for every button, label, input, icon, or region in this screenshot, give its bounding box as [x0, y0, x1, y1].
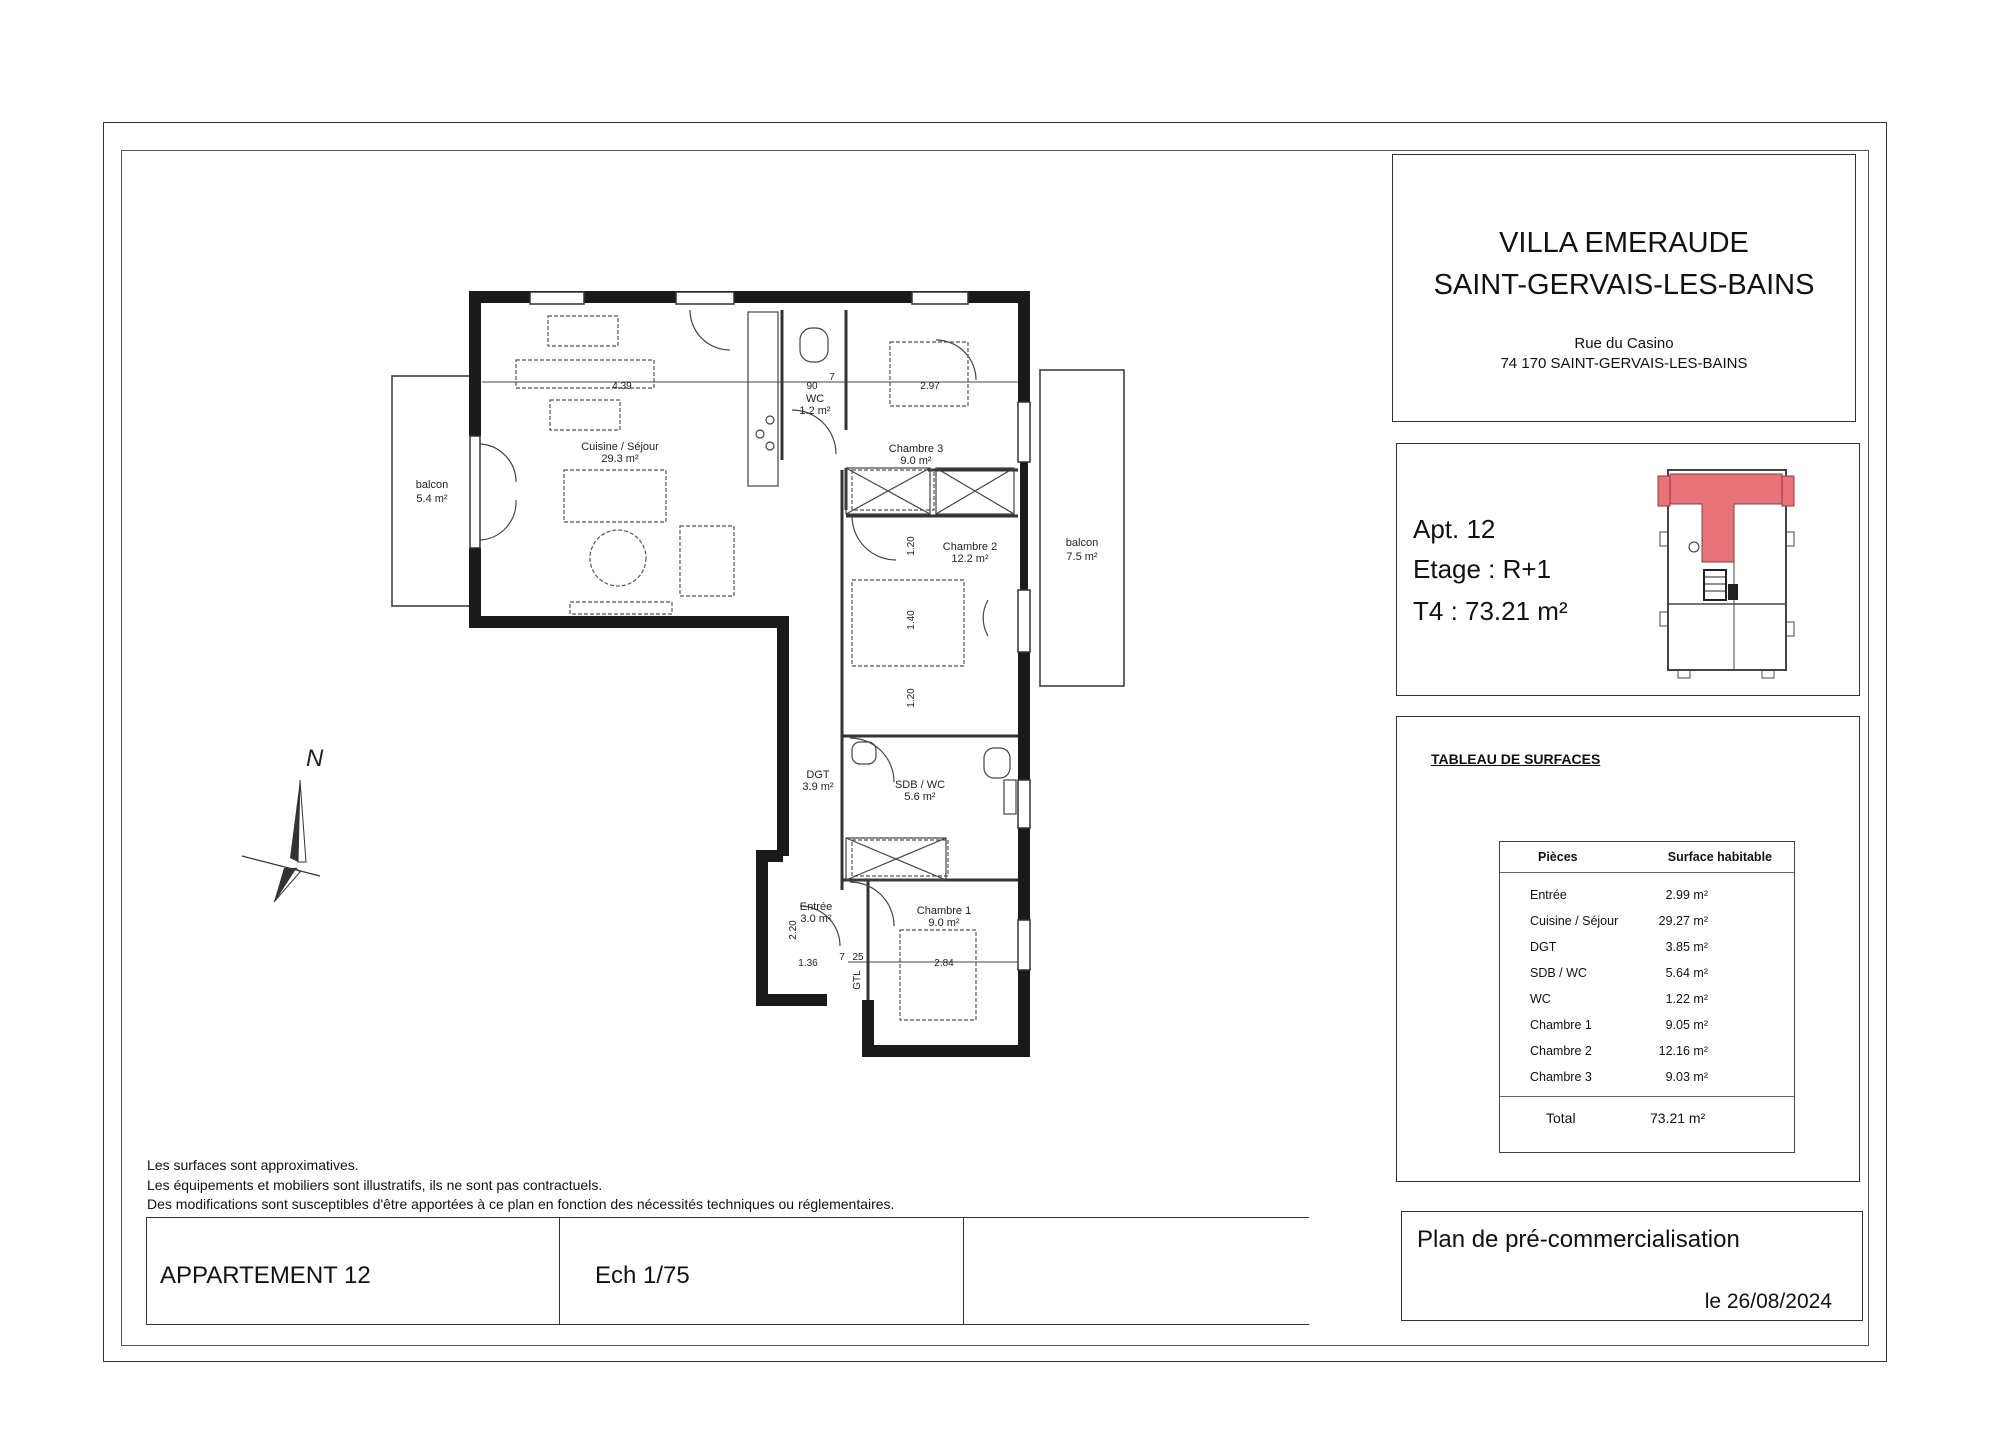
label-balcon-right: balcon	[1065, 537, 1099, 549]
label-sdb: SDB / WC	[894, 779, 946, 791]
header-surface: Surface habitable	[1667, 850, 1772, 864]
table-row: SDB / WC 5.64 m²	[1530, 966, 1708, 980]
dim-90: 90	[806, 381, 818, 392]
label-ch2: Chambre 2	[942, 541, 998, 553]
table-row: Chambre 2 12.16 m²	[1530, 1044, 1708, 1058]
apartment-block	[1396, 443, 1860, 696]
exterior-walls	[475, 297, 1024, 1051]
label-balcon-right-area: 7.5 m²	[1066, 551, 1098, 563]
dim-220: 2.20	[788, 920, 799, 940]
apartment-number: Apt. 12	[1413, 514, 1496, 544]
table-row: Chambre 1 9.05 m²	[1530, 1018, 1708, 1032]
project-postal: 74 170 SAINT-GERVAIS-LES-BAINS	[1500, 355, 1748, 372]
dim-120a: 1.20	[906, 536, 917, 556]
plan-date: le 26/08/2024	[1704, 1290, 1832, 1313]
label-dgt-area: 3.9 m²	[802, 781, 834, 793]
dim-140: 1.40	[906, 610, 917, 630]
surfaces-table-frame	[1499, 841, 1795, 1153]
label-sejour-area: 29.3 m²	[601, 453, 639, 465]
key-plan-balcony-left	[1658, 476, 1670, 506]
total-label: Total	[1546, 1110, 1576, 1126]
label-sdb-area: 5.6 m²	[904, 791, 936, 803]
key-plan-balcony-right	[1782, 476, 1794, 506]
label-wc-area: 1.2 m²	[799, 405, 831, 417]
left-door-window	[470, 436, 480, 548]
dim-gtl: GTL	[852, 970, 863, 990]
total-value: 73.21 m²	[1650, 1110, 1706, 1126]
label-ch3-area: 9.0 m²	[900, 455, 932, 467]
project-street: Rue du Casino	[1574, 335, 1674, 352]
note-2: Les équipements et mobiliers sont illustratifs, ils ne sont pas contractuels.	[147, 1177, 603, 1193]
north-label: N	[306, 745, 324, 772]
label-sejour-name: Cuisine / Séjour	[581, 441, 659, 453]
footer-scale: Ech 1/75	[595, 1262, 690, 1289]
dim-439: 4.39	[612, 381, 632, 392]
furniture	[516, 316, 976, 1020]
footer-appartement: APPARTEMENT 12	[160, 1262, 371, 1289]
table-row: Entrée 2.99 m²	[1530, 888, 1708, 902]
balcony-right	[1040, 370, 1124, 686]
table-row: DGT 3.85 m²	[1530, 940, 1708, 954]
key-plan-stair	[1704, 570, 1726, 600]
key-plan-highlight	[1670, 474, 1782, 562]
surfaces-title: TABLEAU DE SURFACES	[1431, 751, 1601, 767]
balcony-left	[392, 376, 476, 606]
surfaces-table	[1500, 842, 1794, 872]
dim-284: 2.84	[934, 958, 954, 969]
dim-136: 1.36	[798, 958, 818, 969]
plan-type: Plan de pré-commercialisation	[1417, 1226, 1740, 1253]
cupboards	[846, 468, 1014, 880]
dim-297: 2.97	[920, 381, 940, 392]
label-entree-area: 3.0 m²	[800, 913, 832, 925]
label-ch1: Chambre 1	[916, 905, 972, 917]
label-dgt: DGT	[806, 769, 830, 781]
table-header-row	[1500, 842, 1794, 872]
label-balcon-left: balcon	[415, 479, 449, 491]
apartment-type-area: T4 : 73.21 m²	[1413, 596, 1568, 626]
project-city: SAINT-GERVAIS-LES-BAINS	[1433, 269, 1815, 301]
table-row: WC 1.22 m²	[1530, 992, 1708, 1006]
key-plan	[1642, 462, 1817, 684]
table-row: Chambre 3 9.03 m²	[1530, 1070, 1708, 1084]
label-wc: WC	[805, 393, 825, 405]
surfaces-table-body	[1500, 882, 1794, 1090]
label-ch1-area: 9.0 m²	[928, 917, 960, 929]
dim-7b: 7	[839, 952, 845, 963]
surfaces-block	[1396, 716, 1860, 1182]
dim-25: 25	[852, 952, 864, 963]
project-name: VILLA EMERAUDE	[1499, 227, 1749, 259]
apartment-floor: Etage : R+1	[1413, 554, 1552, 584]
header-piece: Pièces	[1538, 850, 1578, 864]
label-ch2-area: 12.2 m²	[951, 553, 989, 565]
label-ch3: Chambre 3	[888, 443, 944, 455]
label-balcon-left-area: 5.4 m²	[416, 493, 448, 505]
note-1: Les surfaces sont approximatives.	[147, 1157, 359, 1173]
north-arrow	[242, 745, 324, 902]
plan-type-block	[1401, 1211, 1863, 1321]
dim-7a: 7	[829, 372, 835, 383]
dim-120b: 1.20	[906, 688, 917, 708]
title-block	[1392, 154, 1856, 422]
table-row: Cuisine / Séjour 29.27 m²	[1530, 914, 1708, 928]
footer-block	[146, 1217, 1309, 1325]
note-3: Des modifications sont susceptibles d'être apportées à ce plan en fonction des nécessités techniques ou réglementaires.	[147, 1196, 895, 1212]
label-entree: Entrée	[799, 901, 833, 913]
